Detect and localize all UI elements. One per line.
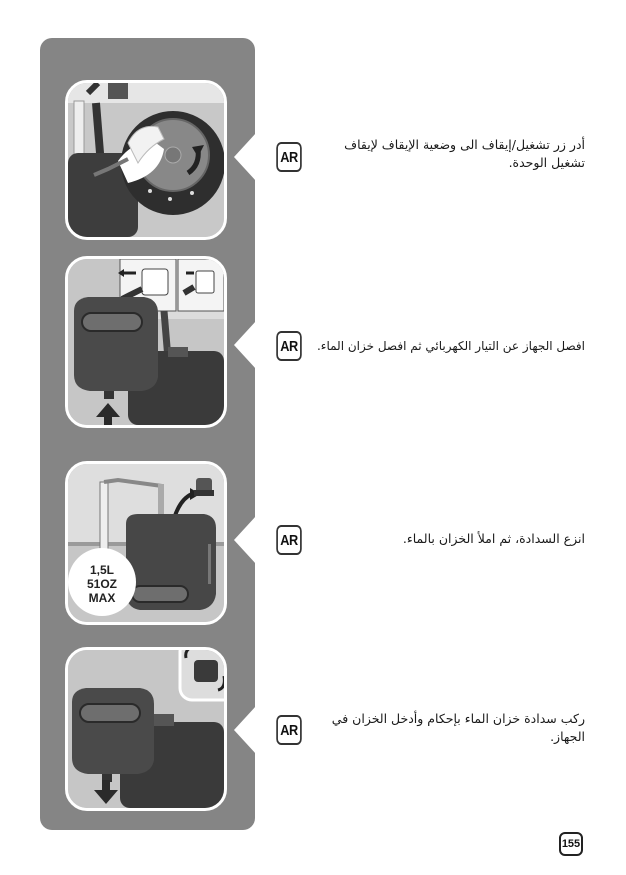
- callout-pointer: [234, 133, 256, 181]
- illustration-insert-tank: [65, 647, 227, 811]
- step-2-instruction: افصل الجهاز عن التيار الكهربائي ثم افصل خزان الماء.: [316, 339, 585, 353]
- callout-pointer: [234, 321, 256, 369]
- step-4-instruction: ركب سدادة خزان الماء بإحكام وأدخل الخزان في الجهاز.: [331, 711, 585, 744]
- illustration-power-knob: [65, 80, 227, 240]
- capacity-line-1: 1,5L: [89, 563, 115, 577]
- capacity-line-2: 51OZ: [86, 577, 118, 591]
- language-badge: AR: [276, 525, 302, 555]
- callout-pointer: [234, 516, 256, 564]
- capacity-line-3: MAX: [88, 591, 116, 605]
- illustration-unplug-remove-tank: [65, 256, 227, 428]
- page-number: 155: [559, 832, 583, 856]
- language-badge: AR: [276, 331, 302, 361]
- step-1-instruction: أدر زر تشغيل/إيقاف الى وضعية الإيقاف لإيقاف تشغيل الوحدة.: [344, 137, 585, 170]
- language-badge: AR: [276, 715, 302, 745]
- illustration-fill-tank: [65, 461, 227, 625]
- callout-pointer: [234, 706, 256, 754]
- step-3-instruction: انزع السدادة، ثم املأ الخزان بالماء.: [402, 531, 585, 546]
- language-badge: AR: [276, 142, 302, 172]
